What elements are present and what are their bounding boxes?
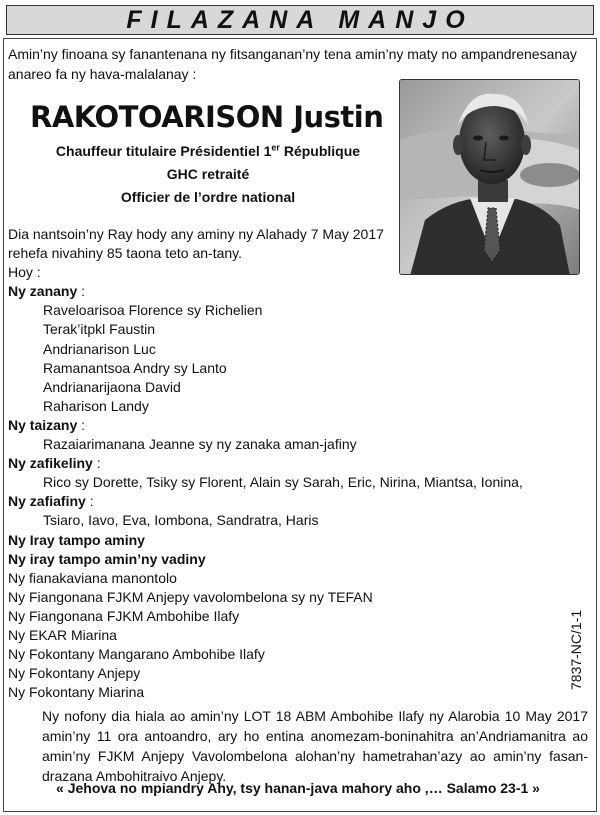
intro-text: Amin’ny finoana sy fanantenana ny fitsanganan’ny tena amin’ny maty no ampandrenesanay anareo fa ny hava-malalanay : bbox=[8, 46, 577, 82]
zanany-name: Terak’itpkl Faustin bbox=[43, 321, 156, 338]
zafikeliny-heading: Ny zafikeliny : bbox=[8, 455, 101, 472]
zanany-name: Raharison Landy bbox=[43, 397, 149, 414]
reference-code: 7837-NC/1-1 bbox=[568, 609, 584, 690]
hoy-line: Hoy : bbox=[8, 264, 41, 281]
deceased-name: RAKOTOARISON Justin bbox=[30, 100, 384, 134]
other-mourner: Ny Fokontany Mangarano Ambohibe Ilafy bbox=[8, 646, 265, 663]
title-line-1: Chauffeur titulaire Présidentiel 1er République bbox=[55, 142, 361, 159]
zafiafiny-heading: Ny zafiafiny : bbox=[8, 493, 94, 510]
deceased-titles bbox=[28, 140, 388, 209]
title-superscript: er bbox=[271, 142, 280, 153]
header-banner bbox=[6, 5, 594, 35]
zanany-name: Ramanantsoa Andry sy Lanto bbox=[43, 359, 227, 376]
zanany-name: Andrianarison Luc bbox=[43, 340, 156, 357]
funeral-details bbox=[8, 706, 588, 786]
obituary-body bbox=[8, 225, 568, 702]
title-line-3: Officier de l’ordre national bbox=[120, 189, 296, 205]
iray-tampo-heading: Ny Iray tampo aminy bbox=[8, 531, 145, 548]
other-mourner: Ny Fokontany Anjepy bbox=[8, 665, 141, 682]
taizany-text: Razaiarimanana Jeanne sy ny zanaka aman-jafiny bbox=[43, 436, 357, 453]
zafikeliny-text: Rico sy Dorette, Tsiky sy Florent, Alain sy Sarah, Eric, Nirina, Miantsa, Ionina, bbox=[43, 474, 523, 491]
funeral-text: Ny nofony dia hiala ao amin’ny LOT 18 ABM Ambohibe Ilafy ny Alarobia 10 May 2017 amin’ny 11 ora antoandro, ary ho entina anomezam-boninahitra an’Andriamanitra ao amin’ny FJKM Anjepy Vavolombelona alohan’ny hametrahan’azy ao amin’ny fasan-drazana Ambohitraivo Anjepy. bbox=[42, 708, 588, 784]
death-line-2: rehefa nivahiny 85 taona teto an-tany. bbox=[8, 245, 243, 262]
other-mourner: Ny Fiangonana FJKM Ambohibe Ilafy bbox=[8, 607, 240, 624]
header-title: FILAZANA MANJO bbox=[126, 5, 474, 34]
other-mourner: Ny Fokontany Miarina bbox=[8, 684, 145, 701]
taizany-heading: Ny taizany : bbox=[8, 416, 86, 433]
zanany-heading: Ny zanany : bbox=[8, 283, 86, 300]
iray-tampo-vadiny-heading: Ny iray tampo amin’ny vadiny bbox=[8, 550, 206, 567]
zanany-name: Raveloarisoa Florence sy Richelien bbox=[43, 302, 263, 319]
other-mourner: Ny EKAR Miarina bbox=[8, 626, 117, 643]
death-line-1: Dia nantsoin’ny Ray hody any aminy ny Alahady 7 May 2017 bbox=[8, 226, 384, 242]
zafiafiny-text: Tsiaro, Iavo, Eva, Iombona, Sandratra, Haris bbox=[43, 512, 319, 529]
zanany-name: Andrianarijaona David bbox=[43, 378, 181, 395]
other-mourner: Ny fianakaviana manontolo bbox=[8, 569, 177, 586]
bible-quote: « Jehova no mpiandry Ahy, tsy hanan-java mahory aho ,… Salamo 23-1 » bbox=[56, 780, 540, 796]
title-line-2: GHC retraité bbox=[166, 166, 250, 182]
other-mourner: Ny Fiangonana FJKM Anjepy vavolombelona sy ny TEFAN bbox=[8, 588, 373, 605]
